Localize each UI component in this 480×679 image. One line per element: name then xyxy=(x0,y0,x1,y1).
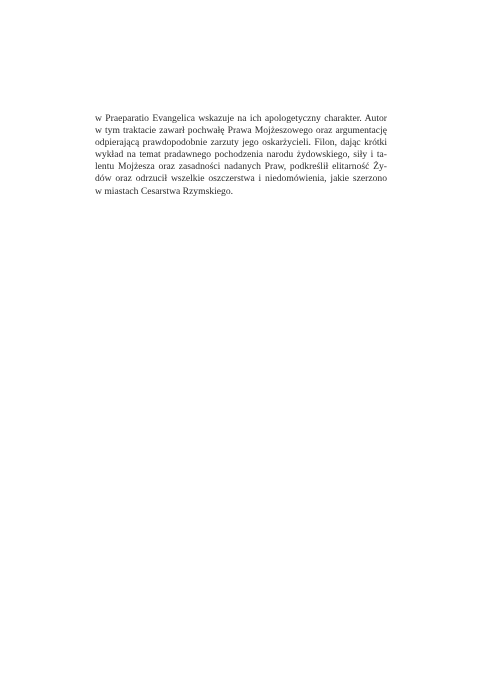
text-line: w tym traktacie zawarł pochwałę Prawa Mojżeszowego oraz argumentację xyxy=(95,125,387,137)
text-line: lentu Mojżesza oraz zasadności nadanych Praw, podkreślił elitarność Ży- xyxy=(95,161,387,173)
text-line: dów oraz odrzucił wszelkie oszczerstwa i niedomówienia, jakie szerzono xyxy=(95,173,387,185)
text-line: wykład na temat pradawnego pochodzenia narodu żydowskiego, siły i ta- xyxy=(95,149,387,161)
text-line: w miastach Cesarstwa Rzymskiego. xyxy=(95,185,234,197)
text-line: w Praeparatio Evangelica wskazuje na ich apologetyczny charakter. Autor xyxy=(95,113,387,124)
body-paragraph xyxy=(95,113,387,198)
text-line: odpierającą prawdopodobnie zarzuty jego oskarżycieli. Filon, dając krótki xyxy=(95,137,387,149)
